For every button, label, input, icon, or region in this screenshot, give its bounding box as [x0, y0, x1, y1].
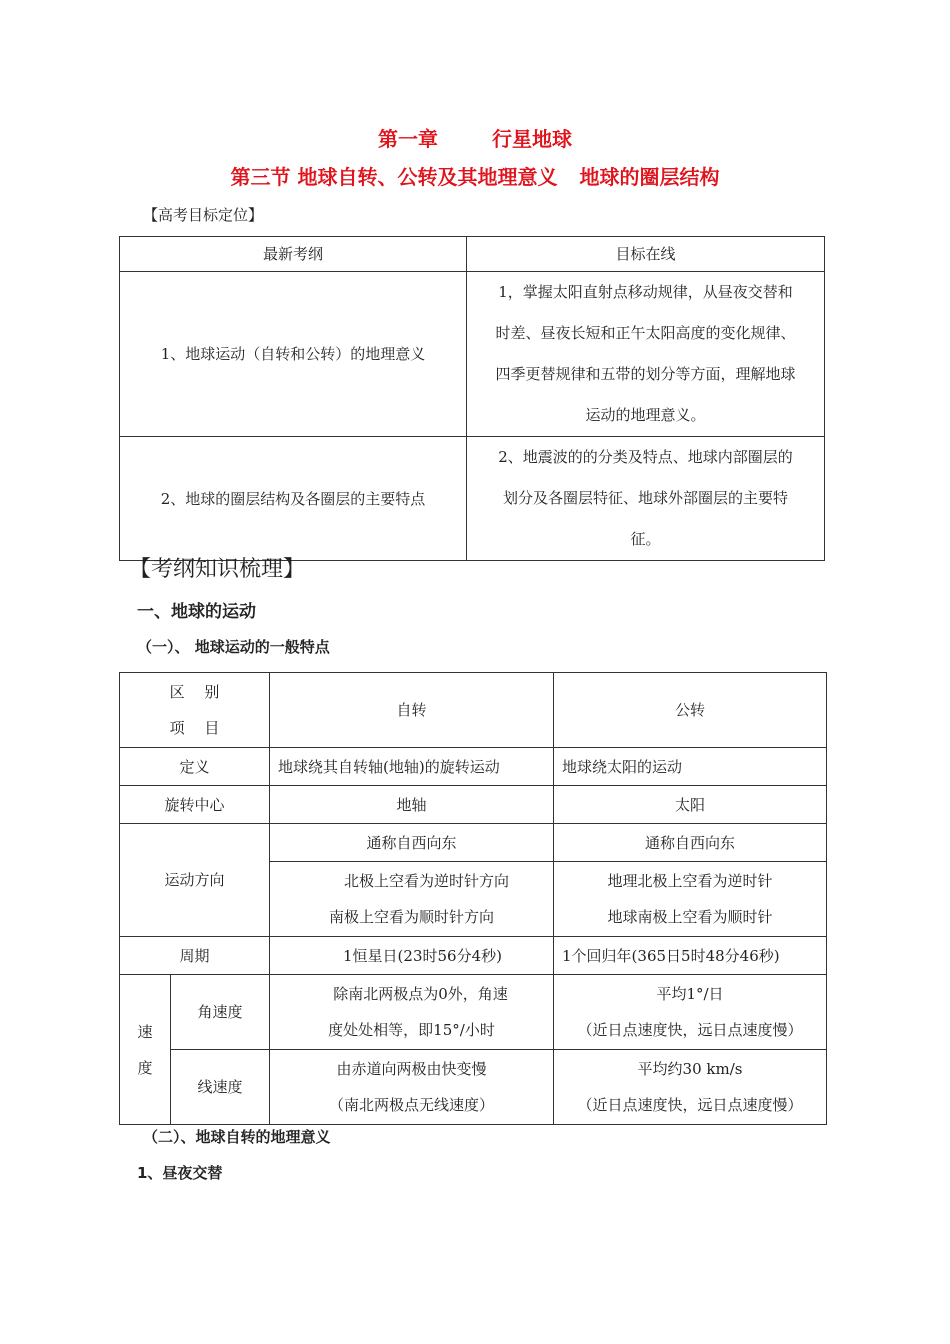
motion-table — [119, 672, 827, 1125]
table-row — [120, 975, 827, 1050]
chapter-number: 第一章 — [378, 127, 438, 151]
row-label: 运动方向 — [120, 824, 270, 937]
cell — [554, 1050, 827, 1125]
cell-line: （近日点速度快，远日点速度慢） — [577, 1096, 803, 1114]
goals-label: 【高考目标定位】 — [143, 206, 264, 224]
cell-line: 地理北极上空看为逆时针 — [607, 872, 773, 890]
section-name: 第三节 地球自转、公转及其地理意义 — [230, 165, 558, 189]
goal-line: 1，掌握太阳直射点移动规律，从昼夜交替和 — [498, 283, 793, 301]
speed-label — [120, 975, 171, 1125]
goals-table — [119, 236, 825, 561]
cell: 1恒星日(23时56分4秒) — [270, 937, 554, 975]
speed-label-1: 速 — [137, 1022, 153, 1041]
goal-left: 1、地球运动（自转和公转）的地理意义 — [120, 272, 467, 437]
cell-line: （近日点速度快，远日点速度慢） — [577, 1021, 803, 1039]
section-extra: 地球的圈层结构 — [579, 165, 720, 189]
column-header: 最新考纲 — [120, 237, 467, 272]
table-row — [120, 272, 825, 437]
table-row — [120, 237, 825, 272]
goal-line: 划分及各圈层特征、地球外部圈层的主要特 — [502, 489, 788, 507]
goal-line: 四季更替规律和五带的划分等方面，理解地球 — [495, 365, 796, 383]
subsection-heading: （二）、地球自转的地理意义 — [143, 1128, 331, 1146]
cell: 通称自西向东 — [554, 824, 827, 862]
cell-line: （南北两极点无线速度） — [328, 1096, 494, 1114]
cell: 1个回归年(365日5时48分46秒) — [554, 937, 827, 975]
cell-line: 度处处相等，即15°/小时 — [328, 1021, 495, 1039]
cell — [270, 862, 554, 937]
chapter-title — [0, 123, 950, 152]
cell-line: 北极上空看为逆时针方向 — [343, 872, 509, 890]
goal-right — [467, 272, 825, 437]
goal-line: 时差、昼夜长短和正午太阳高度的变化规律、 — [495, 324, 796, 342]
table-row — [120, 673, 827, 748]
row-label: 线速度 — [171, 1050, 270, 1125]
corner-top: 区 别 — [169, 683, 220, 701]
table-row — [120, 937, 827, 975]
goal-line: 征。 — [630, 530, 661, 548]
cell: 通称自西向东 — [270, 824, 554, 862]
table-row — [120, 748, 827, 786]
column-header: 自转 — [270, 673, 554, 748]
speed-label-2: 度 — [137, 1058, 153, 1077]
row-label: 定义 — [120, 748, 270, 786]
column-header: 目标在线 — [467, 237, 825, 272]
row-label: 周期 — [120, 937, 270, 975]
goal-right — [467, 437, 825, 561]
goal-line: 运动的地理意义。 — [585, 406, 706, 424]
item-heading: 1、昼夜交替 — [137, 1164, 223, 1182]
cell — [554, 862, 827, 937]
table-row — [120, 786, 827, 824]
column-header: 公转 — [554, 673, 827, 748]
corner-cell — [120, 673, 270, 748]
corner-bottom: 项 目 — [169, 719, 220, 737]
cell-line: 地球南极上空看为顺时针 — [607, 908, 773, 926]
cell: 地轴 — [270, 786, 554, 824]
cell-line: 平均1°/日 — [656, 985, 724, 1003]
cell — [270, 975, 554, 1050]
goal-left: 2、地球的圈层结构及各圈层的主要特点 — [120, 437, 467, 561]
cell — [270, 1050, 554, 1125]
cell-line: 平均约30 km/s — [637, 1060, 743, 1078]
section-heading: 一、地球的运动 — [137, 602, 256, 622]
table-row — [120, 824, 827, 862]
table-row — [120, 1050, 827, 1125]
row-label: 角速度 — [171, 975, 270, 1050]
knowledge-heading: 【考纲知识梳理】 — [129, 557, 306, 582]
cell: 太阳 — [554, 786, 827, 824]
section-title — [0, 161, 950, 190]
table-row — [120, 437, 825, 561]
subsection-heading: （一）、 地球运动的一般特点 — [137, 638, 330, 656]
cell — [554, 975, 827, 1050]
chapter-name: 行星地球 — [492, 127, 572, 151]
cell-line: 除南北两极点为0外，角速 — [333, 985, 508, 1003]
cell: 地球绕其自转轴(地轴)的旋转运动 — [270, 748, 554, 786]
cell: 地球绕太阳的运动 — [554, 748, 827, 786]
cell-line: 由赤道向两极由快变慢 — [336, 1060, 487, 1078]
goal-line: 2、地震波的的分类及特点、地球内部圈层的 — [498, 448, 793, 466]
row-label: 旋转中心 — [120, 786, 270, 824]
cell-line: 南极上空看为顺时针方向 — [328, 908, 494, 926]
